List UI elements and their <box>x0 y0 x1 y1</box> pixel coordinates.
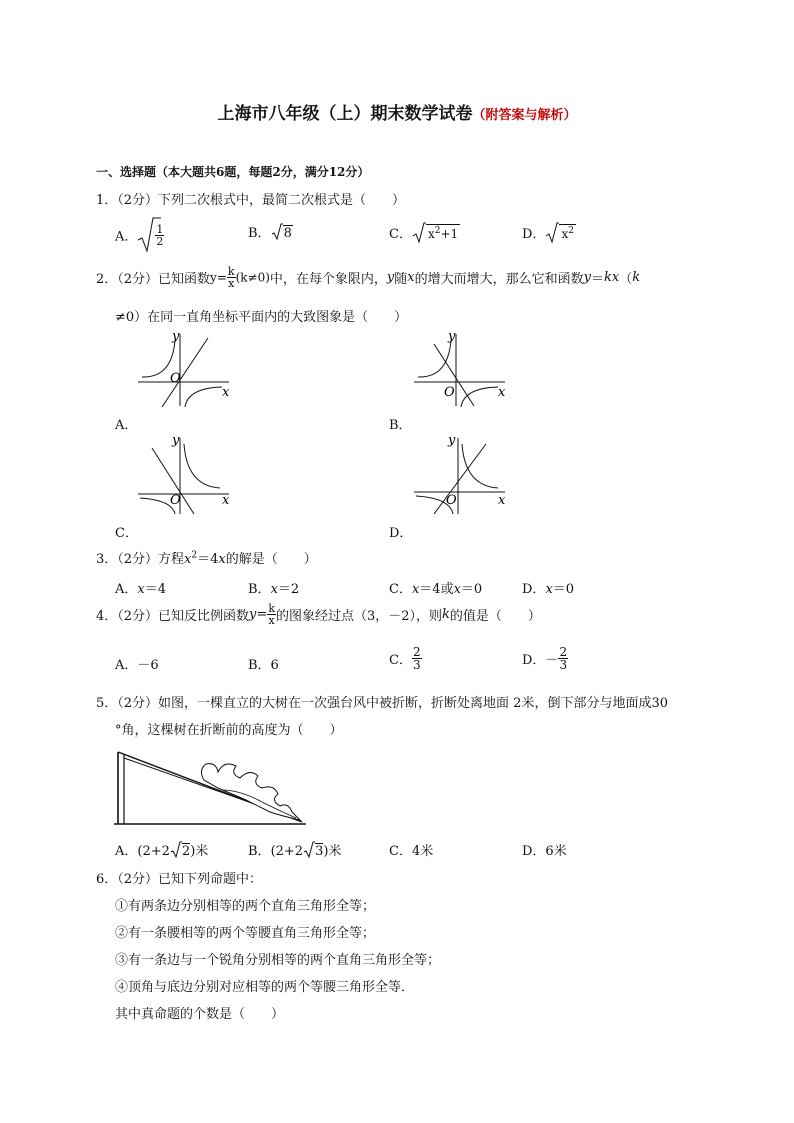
question-1-stem: 1．（2分）下列二次根式中，最简二次根式是（ ） <box>96 193 406 208</box>
svg-text:O: O <box>446 493 457 508</box>
page-title <box>0 99 794 124</box>
q6-statement-2: ②有一条腰相等的两个等腰直角三角形全等； <box>115 926 376 941</box>
q3-option-a: A．x＝4 <box>115 582 167 597</box>
q1-option-c: C． $x^2+1$ <box>389 222 460 244</box>
svg-text:O: O <box>170 371 181 386</box>
q2-option-c-label: C． <box>115 526 138 541</box>
q6-statement-4: ④顶角与底边分别对应相等的两个等腰三角形全等． <box>115 980 415 995</box>
q5-option-d: D．6米 <box>522 844 567 859</box>
q4-option-a: A．－6 <box>115 658 159 673</box>
sqrt-sign <box>170 841 182 859</box>
q4-option-d: D．－ $\frac{2}{3}$ <box>522 645 568 672</box>
q4-option-b: B．6 <box>248 658 279 673</box>
q1-option-b: B． 8 <box>248 222 293 241</box>
section-heading: 一、选择题（本大题共6题，每题2分，满分12分） <box>96 165 370 179</box>
q1-option-d: D． $x^2$ <box>522 222 576 244</box>
graph-option-c <box>134 434 234 514</box>
svg-text:O: O <box>444 385 455 400</box>
q5-option-a: A．(2+2 2)米 <box>115 840 208 859</box>
q3-option-d: D．x＝0 <box>522 582 575 597</box>
q4-option-c: C． $\frac{2}{3}$ <box>389 645 421 672</box>
svg-text:x: x <box>498 493 506 508</box>
q6-statement-3: ③有一条边与一个锐角分别相等的两个直角三角形全等； <box>115 953 441 968</box>
q3-option-b: B．x＝2 <box>248 582 300 597</box>
title-note: （附答案与解析） <box>472 108 577 123</box>
q6-question: 其中真命题的个数是（ ） <box>115 1007 285 1022</box>
q3-option-c: C．x＝4或x＝0 <box>389 582 483 597</box>
svg-text:y: y <box>172 330 180 344</box>
graph-option-a <box>134 330 234 410</box>
svg-text:O: O <box>170 493 181 508</box>
q2-option-b-label: B． <box>389 418 412 433</box>
title-main: 上海市八年级（上）期末数学试卷 <box>217 104 473 124</box>
question-5-stem: 5．（2分）如图，一棵直立的大树在一次强台风中被折断，折断处离地面 2米，倒下部分与地面成30 <box>96 696 668 711</box>
question-4-stem: 4．（2分）已知反比例函数y= $\frac{k}{x}$ 的图象经过点（3，－2），则k的值是（ ） <box>96 602 541 627</box>
question-6-stem: 6．（2分）已知下列命题中： <box>96 872 263 887</box>
question-3-stem: 3．（2分）方程$x^2=4x$的解是（ ） <box>96 550 317 567</box>
q2-option-d-label: D． <box>389 526 413 541</box>
svg-text:y: y <box>448 434 456 448</box>
svg-text:x: x <box>498 385 506 400</box>
svg-text:y: y <box>448 330 456 344</box>
sqrt-sign <box>271 223 283 241</box>
q1-option-a: A． $\frac{1}{2}$ <box>115 216 164 254</box>
q5-option-b: B．(2+2 3)米 <box>248 840 341 859</box>
q5-option-c: C．4米 <box>389 844 434 859</box>
tree-figure <box>112 744 312 828</box>
question-5-stem-line2: °角，这棵树在折断前的高度为（ ） <box>115 723 343 738</box>
graph-option-d <box>410 434 510 514</box>
svg-text:x: x <box>222 385 230 400</box>
sqrt-sign <box>303 841 315 859</box>
question-2-stem: 2．（2分）已知函数y= $\frac{k}{x}$ (k≠0)中，在每个象限内，y随x的增大而增大，那么它和函数y＝kx（k <box>96 265 641 290</box>
svg-text:x: x <box>222 493 230 508</box>
q6-statement-1: ①有两条边分别相等的两个直角三角形全等； <box>115 899 376 914</box>
sqrt-sign <box>545 222 559 244</box>
graph-option-b <box>410 330 510 410</box>
sqrt-sign <box>412 222 426 244</box>
svg-text:y: y <box>172 434 180 448</box>
q2-option-a-label: A． <box>115 418 138 433</box>
question-2-stem-line2: ≠0）在同一直角坐标平面内的大致图象是（ ） <box>115 310 408 325</box>
